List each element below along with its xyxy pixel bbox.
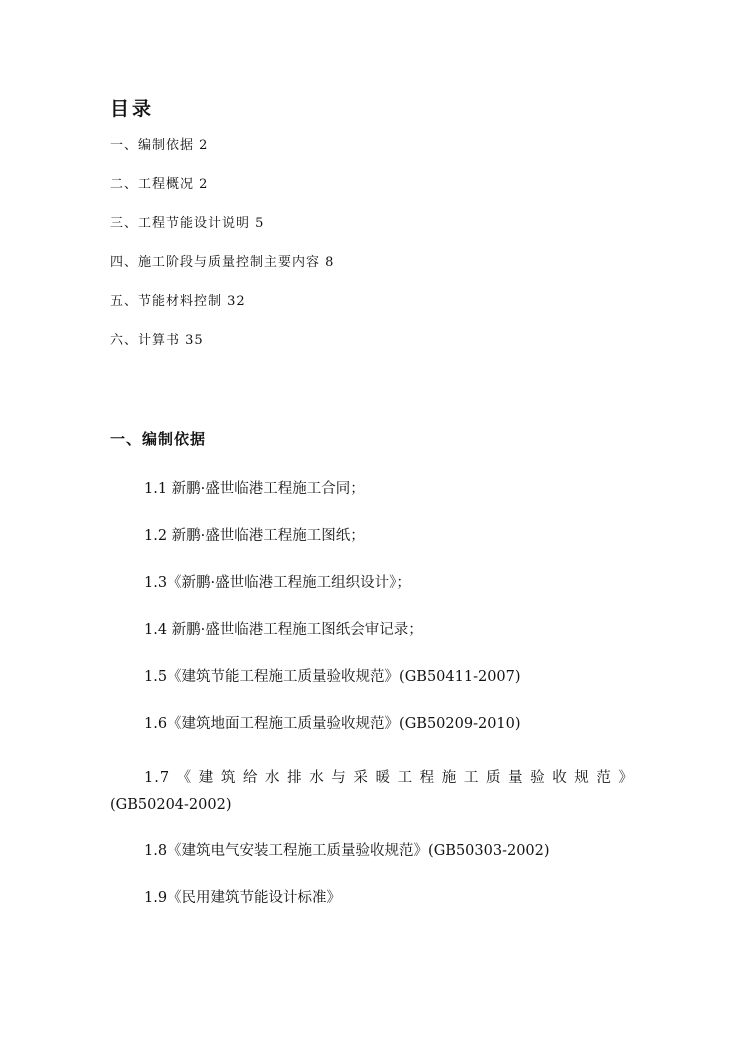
toc-item-4[interactable]: 四、施工阶段与质量控制主要内容 8 — [110, 255, 335, 270]
reference-item-1-1: 1.1 新鹏·盛世临港工程施工合同； — [144, 481, 365, 497]
toc-item-3[interactable]: 三、工程节能设计说明 5 — [110, 216, 265, 231]
toc-item-6[interactable]: 六、计算书 35 — [110, 333, 204, 348]
reference-item-1-7-line1: 1.7《建筑给水排水与采暖工程施工质量验收规范》 — [144, 770, 634, 786]
toc-title: 目录 — [110, 98, 155, 120]
toc-item-1[interactable]: 一、编制依据 2 — [110, 138, 209, 153]
reference-item-1-7-line2: (GB50204-2002) — [110, 797, 232, 813]
reference-item-1-2: 1.2 新鹏·盛世临港工程施工图纸； — [144, 528, 365, 544]
toc-item-2[interactable]: 二、工程概况 2 — [110, 177, 209, 192]
reference-item-1-7 — [110, 756, 634, 815]
reference-item-1-9: 1.9《民用建筑节能设计标准》 — [144, 890, 342, 906]
reference-item-1-6: 1.6《建筑地面工程施工质量验收规范》(GB50209-2010) — [144, 716, 521, 732]
reference-item-1-4: 1.4 新鹏·盛世临港工程施工图纸会审记录； — [144, 622, 423, 638]
reference-item-1-8: 1.8《建筑电气安装工程施工质量验收规范》(GB50303-2002) — [144, 843, 550, 859]
reference-item-1-5: 1.5《建筑节能工程施工质量验收规范》(GB50411-2007) — [144, 669, 521, 685]
section-heading: 一、编制依据 — [110, 430, 207, 448]
reference-list — [110, 474, 634, 930]
reference-item-1-3: 1.3《新鹏·盛世临港工程施工组织设计》； — [144, 575, 411, 591]
table-of-contents — [110, 131, 334, 365]
toc-item-5[interactable]: 五、节能材料控制 32 — [110, 294, 246, 309]
